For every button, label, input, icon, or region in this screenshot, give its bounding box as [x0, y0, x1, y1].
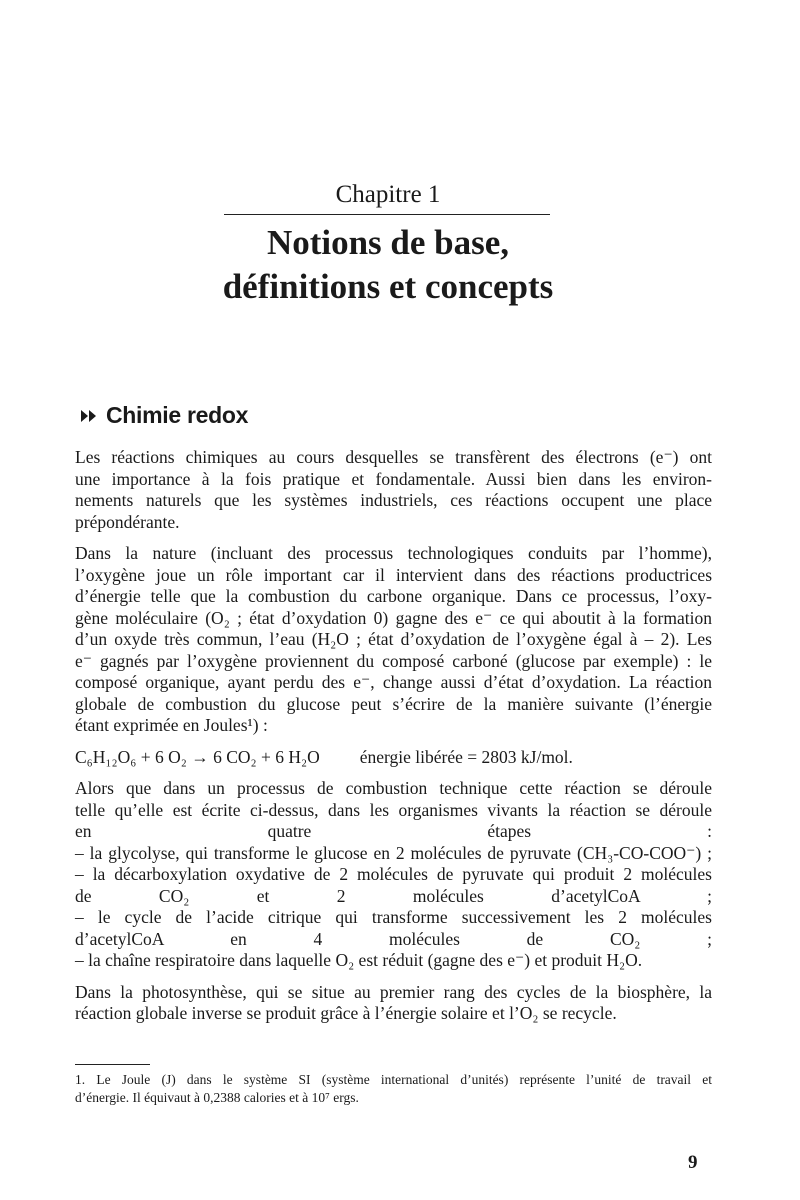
paragraph [75, 778, 712, 972]
paragraph [75, 543, 712, 737]
chapter-label: Chapitre 1 [335, 181, 441, 208]
equation-energy: énergie libérée = 2803 kJ/mol. [359, 746, 573, 767]
text-line: réaction globale inverse se produit grâce à l’énergie solaire et l’O₂ se recycle. [75, 1003, 617, 1023]
paragraph [75, 982, 712, 1025]
text-line: d’un oxyde très commun, l’eau (H₂O ; état d’oxydation de l’oxygène égal à – 2). Les [75, 629, 712, 649]
text-line: nements naturels que les systèmes industriels, ces réactions occupent une place [75, 490, 712, 510]
equation-formula: C₆H₁₂O₆ + 6 O₂ → 6 CO₂ + 6 H₂O [75, 746, 320, 767]
text-line: 1. Le Joule (J) dans le système SI (système international d’unités) représente l’unité de travail et [75, 1072, 712, 1087]
equation [75, 747, 712, 769]
text-line: gène moléculaire (O₂ ; état d’oxydation 0) gagne des e⁻ ce qui aboutit à la formation [75, 607, 712, 628]
section-heading [80, 402, 248, 429]
text-line: globale de combustion du glucose peut s’écrire de la manière suivante (l’énergie [75, 693, 712, 714]
text-line: une importance à la fois pratique et fondamentale. Aussi bien dans les environ- [75, 468, 712, 489]
paragraph [75, 447, 712, 533]
body-text [75, 447, 712, 1035]
text-line: Dans la nature (incluant des processus technologiques conduits par l’homme), [75, 543, 712, 563]
page-number: 9 [688, 1152, 698, 1173]
section-title: Chimie redox [106, 402, 249, 428]
footnote-rule [75, 1064, 150, 1065]
text-line: composé organique, ayant perdu des e⁻, change aussi d’état d’oxydation. La réaction [75, 672, 712, 692]
chapter-title [0, 221, 776, 309]
footnote [75, 1071, 712, 1106]
text-line: prépondérante. [75, 511, 180, 532]
text-line: – la chaîne respiratoire dans laquelle O₂ est réduit (gagne des e⁻) et produit H₂O. [75, 950, 643, 970]
text-line: étant exprimée en Joules¹) : [75, 715, 268, 735]
chapter-rule [224, 214, 550, 215]
text-line: d’énergie. Il équivaut à 0,2388 calories et à 10⁷ ergs. [75, 1089, 359, 1105]
text-line: Les réactions chimiques au cours desquelles se transfèrent des électrons (e⁻) ont [75, 447, 712, 467]
text-line: Alors que dans un processus de combustion technique cette réaction se déroule [75, 778, 712, 798]
chapter-title-line: définitions et concepts [222, 267, 554, 306]
text-line: – la glycolyse, qui transforme le glucose en 2 molécules de pyruvate (CH₃-CO-COO⁻) ; [75, 842, 712, 863]
text-line: – la décarboxylation oxydative de 2 molécules de pyruvate qui produit 2 molécules [75, 864, 712, 884]
text-line: – le cycle de l’acide citrique qui transforme successivement les 2 molécules [75, 907, 712, 927]
text-line: e⁻ gagnés par l’oxygène proviennent du composé carboné (glucose par exemple) : le [75, 650, 712, 671]
double-arrow-icon [80, 409, 98, 423]
text-line: telle qu’elle est écrite ci-dessus, dans les organismes vivants la réaction se déroule [75, 799, 712, 820]
text-line: d’énergie telle que la combustion du carbone organique. Dans ce processus, l’oxy- [75, 586, 712, 606]
text-line: d’acetylCoA en 4 molécules de CO₂ ; [75, 928, 712, 949]
text-line: en quatre étapes : [75, 821, 712, 841]
chapter-title-line: Notions de base, [266, 223, 510, 262]
text-line: de CO₂ et 2 molécules d’acetylCoA ; [75, 885, 712, 906]
text-line: l’oxygène joue un rôle important car il intervient dans des réactions productrices [75, 564, 712, 585]
text-line: Dans la photosynthèse, qui se situe au premier rang des cycles de la biosphère, la [75, 981, 712, 1002]
